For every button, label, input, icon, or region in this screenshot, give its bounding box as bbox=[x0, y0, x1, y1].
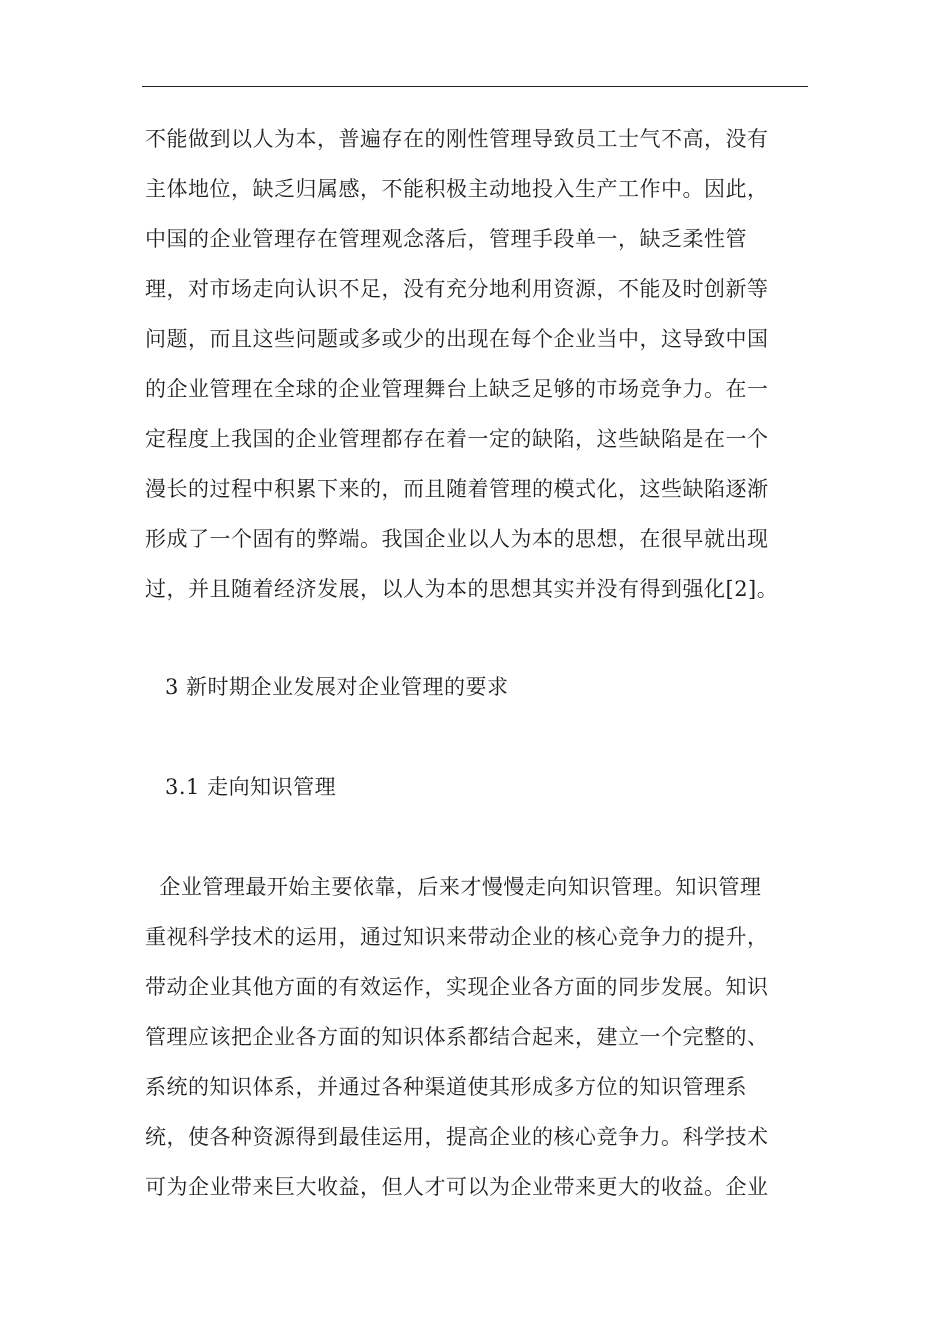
paragraph-line: 问题，而且这些问题或多或少的出现在每个企业当中，这导致中国 bbox=[145, 327, 769, 351]
section-heading: 3 新时期企业发展对企业管理的要求 bbox=[165, 675, 509, 699]
paragraph-line: 重视科学技术的运用，通过知识来带动企业的核心竞争力的提升， bbox=[145, 925, 769, 949]
paragraph-line: 系统的知识体系，并通过各种渠道使其形成多方位的知识管理系 bbox=[145, 1075, 747, 1099]
paragraph-line: 的企业管理在全球的企业管理舞台上缺乏足够的市场竞争力。在一 bbox=[145, 377, 769, 401]
paragraph-line: 漫长的过程中积累下来的，而且随着管理的模式化，这些缺陷逐渐 bbox=[145, 477, 769, 501]
header-rule bbox=[142, 86, 808, 87]
paragraph-line: 定程度上我国的企业管理都存在着一定的缺陷，这些缺陷是在一个 bbox=[145, 427, 769, 451]
paragraph-line: 理，对市场走向认识不足，没有充分地利用资源，不能及时创新等 bbox=[145, 277, 769, 301]
subsection-heading: 3.1 走向知识管理 bbox=[165, 775, 337, 799]
paragraph-line: 不能做到以人为本，普遍存在的刚性管理导致员工士气不高，没有 bbox=[145, 127, 769, 151]
paragraph-line: 主体地位，缺乏归属感，不能积极主动地投入生产工作中。因此， bbox=[145, 177, 769, 201]
paragraph-line: 可为企业带来巨大收益，但人才可以为企业带来更大的收益。企业 bbox=[145, 1175, 769, 1199]
paragraph-line: 形成了一个固有的弊端。我国企业以人为本的思想，在很早就出现 bbox=[145, 527, 769, 551]
paragraph-line: 带动企业其他方面的有效运作，实现企业各方面的同步发展。知识 bbox=[145, 975, 769, 999]
paragraph-line: 中国的企业管理存在管理观念落后，管理手段单一，缺乏柔性管 bbox=[145, 227, 747, 251]
paragraph-line: 过，并且随着经济发展，以人为本的思想其实并没有得到强化[2]。 bbox=[145, 577, 779, 601]
paragraph-line: 企业管理最开始主要依靠，后来才慢慢走向知识管理。知识管理 bbox=[145, 875, 762, 899]
paragraph-line: 统，使各种资源得到最佳运用，提高企业的核心竞争力。科学技术 bbox=[145, 1125, 769, 1149]
paragraph-line: 管理应该把企业各方面的知识体系都结合起来，建立一个完整的、 bbox=[145, 1025, 769, 1049]
